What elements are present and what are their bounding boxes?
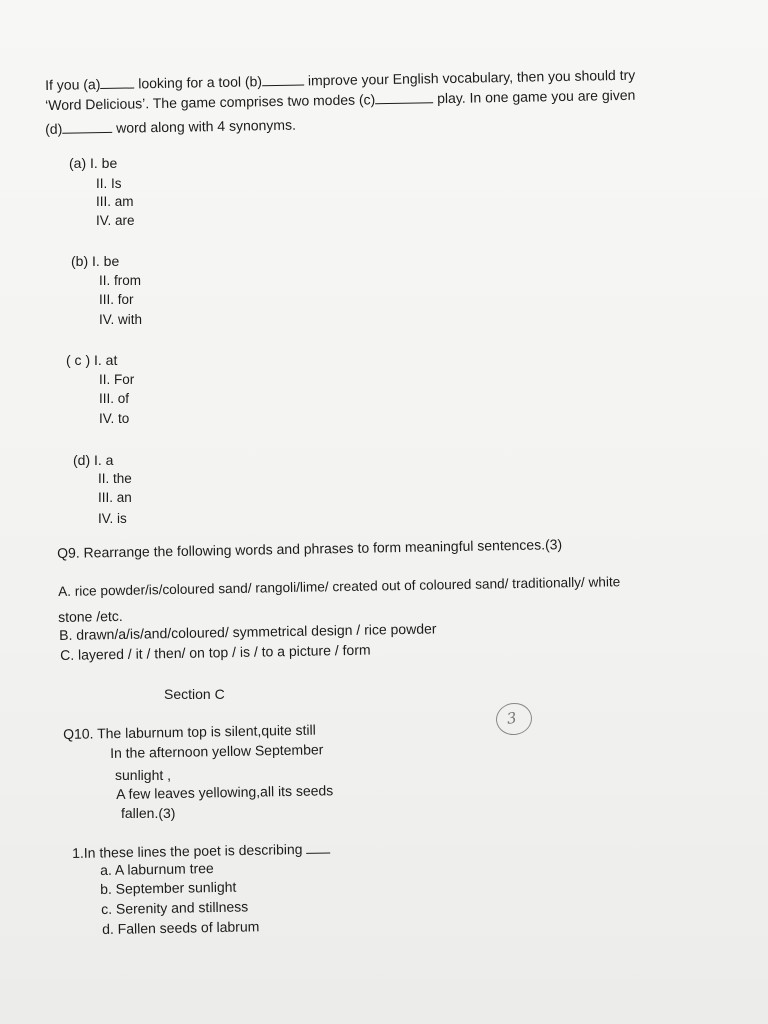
- section-heading: Section C: [164, 686, 225, 702]
- q9-item-b: B. drawn/a/is/and/coloured/ symmetrical design / rice powder: [59, 620, 437, 643]
- choice-a: a. A laburnum tree: [100, 860, 214, 878]
- passage-text: If you (a): [45, 76, 101, 93]
- option-c-label: ( c ) I. at: [66, 352, 118, 368]
- passage-text: word along with 4 synonyms.: [116, 116, 297, 136]
- choice-d: d. Fallen seeds of labrum: [102, 918, 260, 937]
- choice-c: c. Serenity and stillness: [101, 898, 249, 917]
- passage-text: looking for a tool (b): [138, 73, 263, 92]
- option-c-item: IV. to: [99, 411, 130, 426]
- q9-title: Q9. Rearrange the following words and phrases to form meaningful sentences.(3): [57, 536, 563, 561]
- question-text: 1.In these lines the poet is describing: [72, 840, 303, 861]
- handwritten-mark: 3: [494, 701, 534, 738]
- passage-text: improve your English vocabulary, then you should try: [307, 66, 636, 89]
- option-c-item: II. For: [99, 372, 135, 387]
- option-a-label: (a) I. be: [69, 155, 118, 171]
- blank-d: [62, 119, 112, 134]
- q10-line-4: A few leaves yellowing,all its seeds: [116, 782, 334, 802]
- option-b-item: IV. with: [99, 312, 143, 327]
- option-a-item: II. Is: [96, 176, 122, 191]
- choice-b: b. September sunlight: [100, 878, 237, 897]
- option-d-item: II. the: [98, 471, 132, 486]
- blank-b: [262, 71, 304, 86]
- option-b-item: II. from: [99, 273, 142, 288]
- blank-c: [375, 89, 433, 104]
- option-c-item: III. of: [99, 391, 130, 406]
- q10-line-2: In the afternoon yellow September: [110, 741, 324, 761]
- option-d-item: III. an: [98, 490, 132, 505]
- q10-line-3: sunlight ,: [115, 767, 172, 783]
- option-a-item: III. am: [96, 194, 134, 209]
- option-b-item: III. for: [99, 292, 134, 307]
- answer-blank: [306, 839, 330, 853]
- passage-text: play. In one game you are given: [437, 86, 636, 107]
- q10-line-1: Q10. The laburnum top is silent,quite still: [63, 721, 316, 742]
- passage-text: ‘Word Delicious’. The game comprises two modes (c): [45, 91, 376, 113]
- option-a-item: IV. are: [96, 213, 135, 228]
- option-d-label: (d) I. a: [73, 452, 114, 468]
- q9-item-a: A. rice powder/is/coloured sand/ rangoli/lime/ created out of coloured sand/ traditionally/ white: [58, 574, 621, 599]
- passage-text: (d): [45, 120, 63, 137]
- q9-item-c: C. layered / it / then/ on top / is / to a picture / form: [60, 641, 371, 663]
- option-d-item: IV. is: [98, 511, 127, 526]
- q10-1-stem: [72, 839, 331, 862]
- passage-line-3: [45, 116, 296, 138]
- option-b-label: (b) I. be: [71, 253, 120, 269]
- q9-item-a-cont: stone /etc.: [58, 607, 123, 625]
- q10-line-5: fallen.(3): [121, 805, 176, 821]
- blank-a: [100, 74, 134, 89]
